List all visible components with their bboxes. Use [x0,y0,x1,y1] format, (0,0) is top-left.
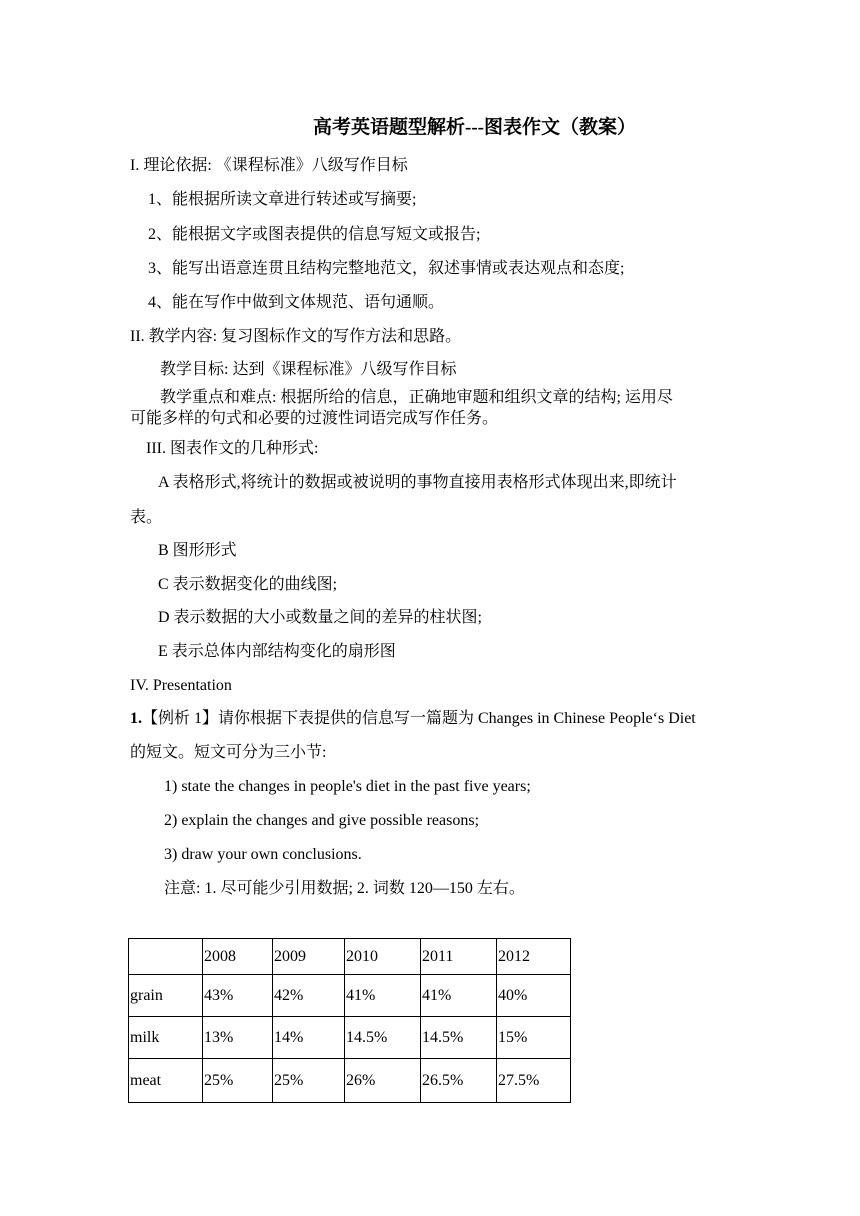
page-title: 高考英语题型解析---图表作文（教案） [313,117,636,138]
table-header-cell: 2008 [203,939,273,975]
table-cell: 41% [421,975,497,1017]
task-point: 3) draw your own conclusions. [164,846,362,863]
task-point: 1) state the changes in people's diet in the past five years; [164,778,531,795]
example-number: 1. [130,710,142,727]
table-cell: 40% [497,975,571,1017]
table-cell: 13% [203,1017,273,1059]
section-1-item: 4、能在写作中做到文体规范、语句通顺。 [148,294,445,311]
table-cell: 42% [273,975,345,1017]
table-header-cell [129,939,203,975]
table-header-row [129,939,571,975]
section-1-heading: I. 理论依据: 《课程标准》八级写作目标 [130,157,408,174]
table-cell: 25% [273,1059,345,1103]
table-header-cell: 2012 [497,939,571,975]
table-cell: 26% [345,1059,421,1103]
table-cell: 25% [203,1059,273,1103]
table-header-cell: 2011 [421,939,497,975]
table-header-cell: 2009 [273,939,345,975]
section-3-heading: III. 图表作文的几种形式: [146,440,319,457]
table-cell: 14% [273,1017,345,1059]
table-row [129,1017,571,1059]
task-point: 2) explain the changes and give possible reasons; [164,812,480,829]
form-c: C 表示数据变化的曲线图; [158,576,338,593]
table-cell: 14.5% [421,1017,497,1059]
key-points-line: 教学重点和难点: 根据所给的信息，正确地审题和组织文章的结构; 运用尽 [160,389,673,406]
table-row [129,975,571,1017]
table-cell: 26.5% [421,1059,497,1103]
form-e: E 表示总体内部结构变化的扇形图 [158,643,396,660]
example-text: 【例析 1】请你根据下表提供的信息写一篇题为 Changes in Chinese People‘s Diet [142,710,696,727]
section-4-heading: IV. Presentation [130,677,232,694]
note: 注意: 1. 尽可能少引用数据; 2. 词数 120—150 左右。 [164,880,525,897]
table-cell: 41% [345,975,421,1017]
table-cell: 43% [203,975,273,1017]
table-cell: grain [129,975,203,1017]
section-1-item: 3、能写出语意连贯且结构完整地范文，叙述事情或表达观点和态度; [148,260,625,277]
table-cell: meat [129,1059,203,1103]
section-1-item: 1、能根据所读文章进行转述或写摘要; [148,191,417,208]
example-line: 的短文。短文可分为三小节: [130,744,327,761]
table-header-cell: 2010 [345,939,421,975]
form-a-line: A 表格形式,将统计的数据或被说明的事物直接用表格形式体现出来,即统计 [158,474,677,491]
teaching-goal: 教学目标: 达到《课程标准》八级写作目标 [160,361,457,378]
table-cell: 15% [497,1017,571,1059]
table-cell: milk [129,1017,203,1059]
form-d: D 表示数据的大小或数量之间的差异的柱状图; [158,609,483,626]
diet-table [128,938,571,1103]
table-cell: 14.5% [345,1017,421,1059]
table-cell: 27.5% [497,1059,571,1103]
table-row [129,1059,571,1103]
example-line [130,709,696,729]
form-a-line: 表。 [130,509,163,526]
form-b: B 图形形式 [158,542,237,559]
section-2-heading: II. 教学内容: 复习图标作文的写作方法和思路。 [130,328,462,345]
key-points-line: 可能多样的句式和必要的过渡性词语完成写作任务。 [130,410,499,427]
section-1-item: 2、能根据文字或图表提供的信息写短文或报告; [148,226,481,243]
